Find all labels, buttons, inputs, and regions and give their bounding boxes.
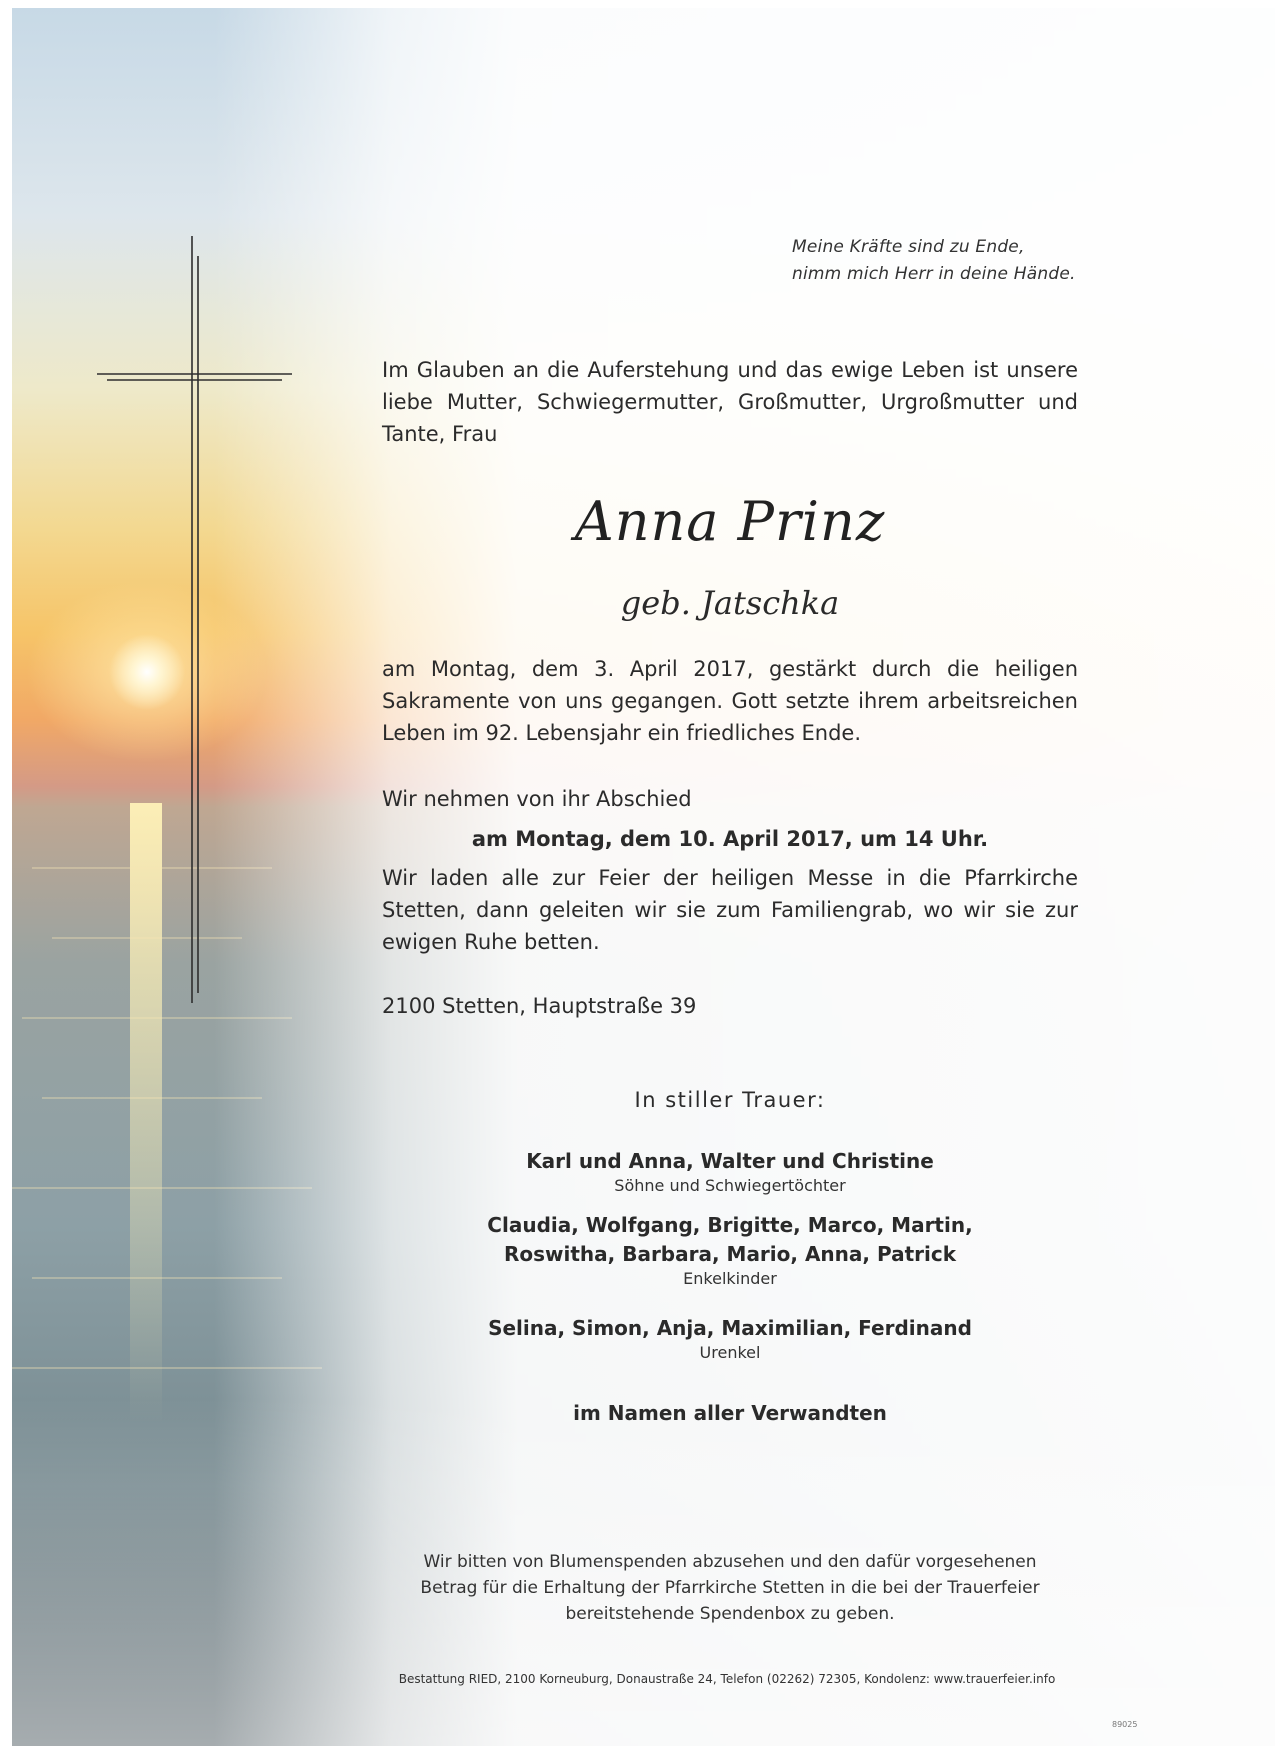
passing-paragraph: am Montag, dem 3. April 2017, gestärkt durch die heiligen Sakramente von uns gegangen. Gott setzte ihrem arbeitsreichen Leben im 92. Lebensjahr ein friedliches Ende. — [382, 657, 1078, 745]
funeral-date: am Montag, dem 10. April 2017, um 14 Uhr. — [471, 827, 989, 851]
mourner-names: Selina, Simon, Anja, Maximilian, Ferdinand — [488, 1316, 972, 1340]
obituary-text — [12, 8, 1275, 1746]
mourner-group-sons — [382, 1147, 1078, 1196]
address: 2100 Stetten, Hauptstraße 39 — [382, 994, 697, 1018]
mourner-role: Enkelkinder — [683, 1269, 777, 1288]
intro-paragraph: Im Glauben an die Auferstehung und das ewige Leben ist unsere liebe Mutter, Schwiegermutter, Großmutter, Urgroßmutter und Tante, Frau — [382, 358, 1078, 446]
deceased-name: Anna Prinz — [574, 490, 886, 553]
mourner-role: Urenkel — [699, 1343, 761, 1362]
funeral-home-footer: Bestattung RIED, 2100 Korneuburg, Donaustraße 24, Telefon (02262) 72305, Kondolenz: www.trauerfeier.info — [398, 1672, 1056, 1686]
donation-request-line-1: Wir bitten von Blumenspenden abzusehen und den dafür vorgesehenen — [423, 1552, 1037, 1572]
mourner-role: Söhne und Schwiegertöchter — [614, 1176, 846, 1195]
signature-line: im Namen aller Verwandten — [573, 1401, 887, 1425]
donation-request-line-2: Betrag für die Erhaltung der Pfarrkirche Stetten in die bei der Trauerfeier — [420, 1578, 1040, 1598]
mourner-names: Karl und Anna, Walter und Christine — [526, 1149, 934, 1173]
mourner-names: Claudia, Wolfgang, Brigitte, Marco, Martin, Roswitha, Barbara, Mario, Anna, Patrick — [487, 1213, 973, 1266]
print-code: 89025 — [1112, 1720, 1138, 1729]
motto-line-2: nimm mich Herr in deine Hände. — [792, 264, 1076, 284]
birth-name: geb. Jatschka — [620, 584, 840, 622]
donation-request-line-3: bereitstehende Spendenbox zu geben. — [565, 1604, 895, 1624]
donation-request — [382, 1549, 1078, 1627]
motto-line-1: Meine Kräfte sind zu Ende, — [792, 237, 1025, 257]
mourner-group-grandchildren — [432, 1211, 1028, 1289]
obituary-page — [12, 8, 1275, 1746]
mourner-group-great-grandchildren — [382, 1314, 1078, 1363]
motto-verse — [792, 234, 1092, 288]
invitation-paragraph: Wir laden alle zur Feier der heiligen Messe in die Pfarrkirche Stetten, dann geleiten wir sie zum Familiengrab, wo wir sie zur ewigen Ruhe betten. — [382, 866, 1078, 954]
farewell-line: Wir nehmen von ihr Abschied — [382, 787, 692, 811]
mourning-heading: In stiller Trauer: — [634, 1088, 826, 1112]
